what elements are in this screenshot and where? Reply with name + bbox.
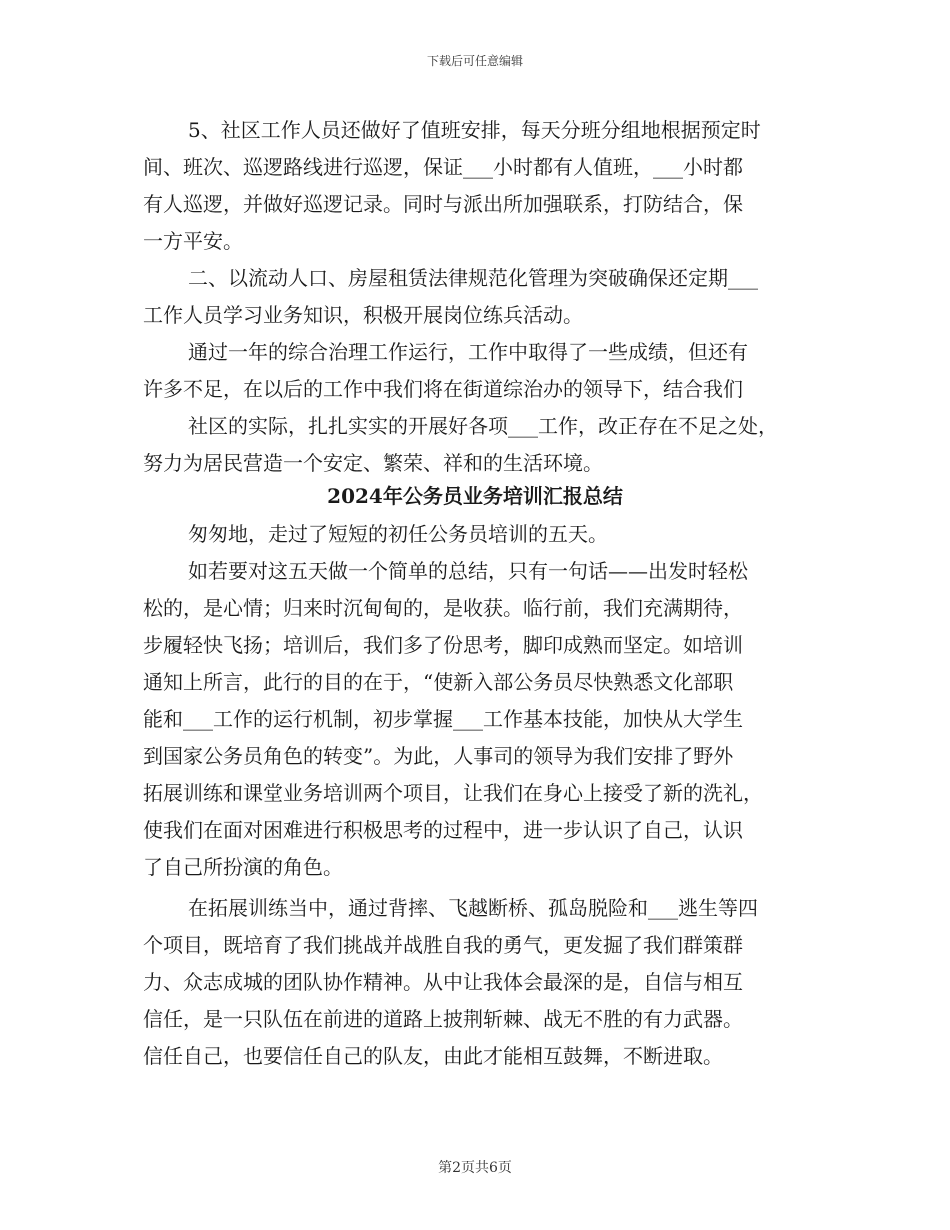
paragraph-line: 力、众志成城的团队协作精神。从中让我体会最深的是，自信与相互 bbox=[143, 970, 743, 994]
paragraph-line: 许多不足，在以后的工作中我们将在街道综治办的领导下，结合我们 bbox=[143, 377, 743, 401]
paragraph-line: 拓展训练和课堂业务培训两个项目，让我们在身心上接受了新的洗礼， bbox=[143, 781, 763, 805]
page-footer: 第2页共6页 bbox=[438, 1160, 512, 1176]
section-title: 2024年公务员业务培训汇报总结 bbox=[327, 484, 623, 508]
paragraph-line: 了自己所扮演的角色。 bbox=[143, 855, 343, 879]
paragraph-line: 能和___工作的运行机制，初步掌握___工作基本技能，加快从大学生 bbox=[143, 707, 743, 731]
paragraph-line: 社区的实际，扎扎实实的开展好各项___工作，改正存在不足之处， bbox=[188, 414, 778, 438]
paragraph-line: 信任自己，也要信任自己的队友，由此才能相互鼓舞，不断进取。 bbox=[143, 1044, 723, 1068]
paragraph-line: 到国家公务员角色的转变”。为此，人事司的领导为我们安排了野外 bbox=[143, 744, 734, 768]
paragraph-line: 间、班次、巡逻路线进行巡逻，保证___小时都有人值班，___小时都 bbox=[143, 155, 743, 179]
paragraph-line: 使我们在面对困难进行积极思考的过程中，进一步认识了自己，认识 bbox=[143, 818, 743, 842]
paragraph-line: 松的，是心情；归来时沉甸甸的，是收获。临行前，我们充满期待， bbox=[143, 596, 743, 620]
paragraph-line: 通过一年的综合治理工作运行，工作中取得了一些成绩，但还有 bbox=[188, 340, 748, 364]
paragraph-line: 步履轻快飞扬；培训后，我们多了份思考，脚印成熟而坚定。如培训 bbox=[143, 633, 743, 657]
paragraph-line: 个项目，既培育了我们挑战并战胜自我的勇气，更发掘了我们群策群 bbox=[143, 933, 743, 957]
paragraph-line: 通知上所言，此行的目的在于，“使新入部公务员尽快熟悉文化部职 bbox=[143, 670, 734, 694]
paragraph-line: 5、社区工作人员还做好了值班安排，每天分班分组地根据预定时 bbox=[188, 118, 761, 142]
paragraph-line: 有人巡逻，并做好巡逻记录。同时与派出所加强联系，打防结合，保 bbox=[143, 192, 743, 216]
paragraph-line: 努力为居民营造一个安定、繁荣、祥和的生活环境。 bbox=[143, 451, 603, 475]
paragraph-line: 一方平安。 bbox=[143, 229, 243, 253]
paragraph-line: 二、以流动人口、房屋租赁法律规范化管理为突破确保还定期___ bbox=[188, 266, 758, 290]
paragraph-line: 在拓展训练当中，通过背摔、飞越断桥、孤岛脱险和___逃生等四 bbox=[188, 896, 758, 920]
paragraph-line: 信任，是一只队伍在前进的道路上披荆斩棘、战无不胜的有力武器。 bbox=[143, 1007, 743, 1031]
paragraph-line: 匆匆地，走过了短短的初任公务员培训的五天。 bbox=[188, 522, 608, 546]
page-header: 下载后可任意编辑 bbox=[426, 54, 523, 68]
paragraph-line: 工作人员学习业务知识，积极开展岗位练兵活动。 bbox=[143, 303, 583, 327]
paragraph-line: 如若要对这五天做一个简单的总结，只有一句话——出发时轻松 bbox=[188, 559, 748, 583]
